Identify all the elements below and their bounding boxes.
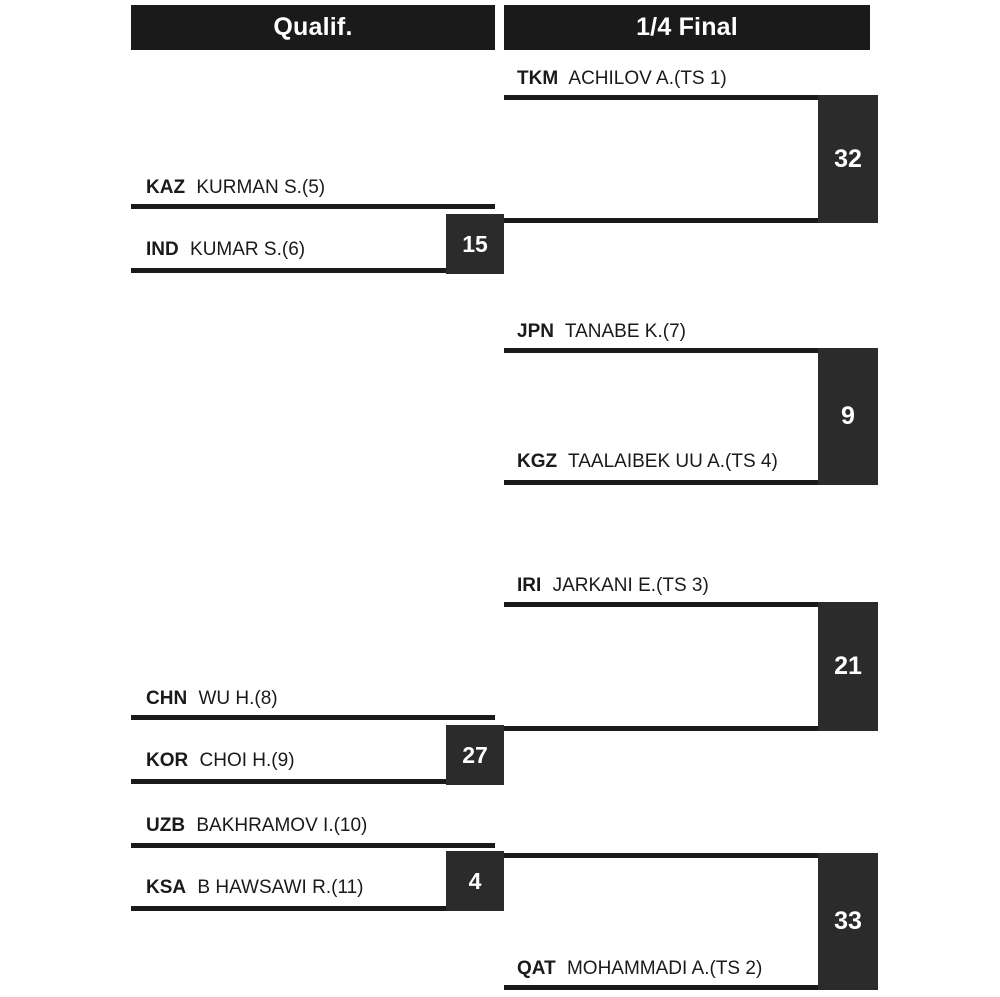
competitor-code: KAZ xyxy=(146,177,186,198)
competitor-name: JARKANI E.(TS 3) xyxy=(552,575,709,596)
score-qf3: 21 xyxy=(818,602,878,731)
competitor-name: B HAWSAWI R.(11) xyxy=(197,877,364,898)
line-q1-top xyxy=(131,204,495,209)
score-q3: 4 xyxy=(446,851,504,911)
competitor-name: ACHILOV A.(TS 1) xyxy=(568,68,727,89)
competitor-qf3-top xyxy=(517,576,709,595)
competitor-name: TANABE K.(7) xyxy=(564,321,686,342)
competitor-q1-bottom xyxy=(146,240,305,259)
line-qf1-bottom xyxy=(504,218,870,223)
column-header-quarter-final: 1/4 Final xyxy=(504,5,870,50)
line-q2-top xyxy=(131,715,495,720)
score-q1: 15 xyxy=(446,214,504,274)
line-qf4-bottom xyxy=(504,985,870,990)
competitor-name: CHOI H.(9) xyxy=(199,750,295,771)
line-qf3-bottom xyxy=(504,726,870,731)
competitor-q2-top xyxy=(146,689,278,708)
competitor-q2-bottom xyxy=(146,751,295,770)
line-qf4-top xyxy=(504,853,870,858)
line-qf1-top xyxy=(504,95,870,100)
line-qf2-top xyxy=(504,348,870,353)
competitor-code: IRI xyxy=(517,575,542,596)
score-qf1: 32 xyxy=(818,95,878,223)
competitor-qf2-bottom xyxy=(517,452,778,471)
score-qf2: 9 xyxy=(818,348,878,485)
line-q3-bottom xyxy=(131,906,495,911)
score-q2: 27 xyxy=(446,725,504,785)
competitor-code: KOR xyxy=(146,750,189,771)
competitor-qf4-bottom xyxy=(517,959,762,978)
line-q1-bottom xyxy=(131,268,495,273)
competitor-qf1-top xyxy=(517,69,727,88)
competitor-code: KSA xyxy=(146,877,187,898)
competitor-name: MOHAMMADI A.(TS 2) xyxy=(566,958,763,979)
competitor-q3-bottom xyxy=(146,878,364,897)
competitor-q1-top xyxy=(146,178,325,197)
competitor-name: BAKHRAMOV I.(10) xyxy=(196,815,368,836)
column-header-qualif: Qualif. xyxy=(131,5,495,50)
competitor-qf2-top xyxy=(517,322,686,341)
line-qf3-top xyxy=(504,602,870,607)
line-q3-top xyxy=(131,843,495,848)
competitor-code: QAT xyxy=(517,958,556,979)
competitor-code: CHN xyxy=(146,688,188,709)
line-q2-bottom xyxy=(131,779,495,784)
score-qf4: 33 xyxy=(818,853,878,990)
competitor-code: JPN xyxy=(517,321,554,342)
competitor-q3-top xyxy=(146,816,367,835)
competitor-code: IND xyxy=(146,239,179,260)
competitor-name: TAALAIBEK UU A.(TS 4) xyxy=(568,451,778,472)
competitor-name: KURMAN S.(5) xyxy=(196,177,326,198)
line-qf2-bottom xyxy=(504,480,870,485)
competitor-name: WU H.(8) xyxy=(198,688,278,709)
competitor-code: TKM xyxy=(517,68,559,89)
competitor-code: UZB xyxy=(146,815,186,836)
competitor-name: KUMAR S.(6) xyxy=(190,239,306,260)
competitor-code: KGZ xyxy=(517,451,558,472)
